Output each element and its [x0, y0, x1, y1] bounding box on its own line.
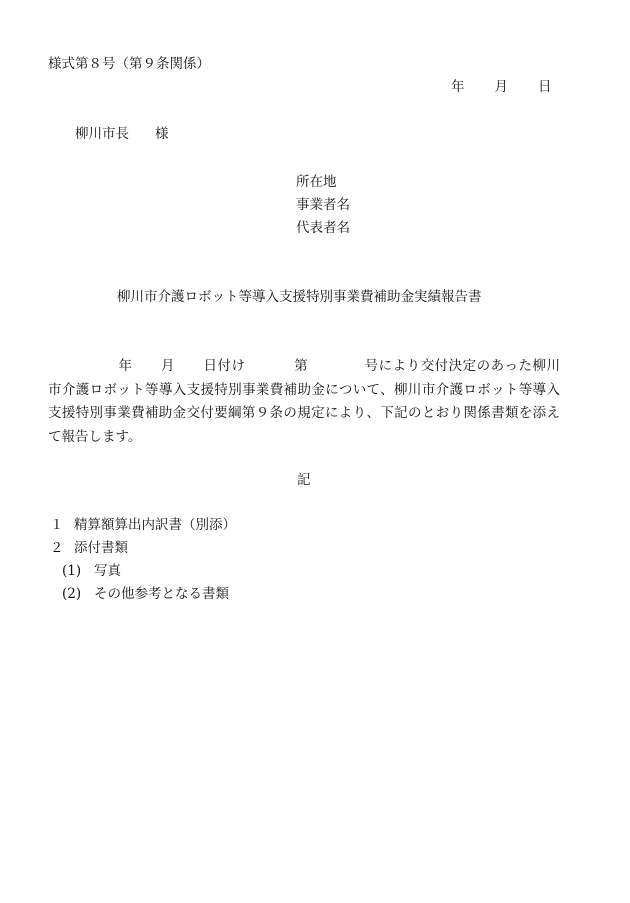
- date-day-label: 日: [538, 79, 552, 95]
- sender-address-label: 所在地: [296, 174, 337, 190]
- subitem-number: (1): [62, 563, 82, 579]
- item-label: 精算額算出内訳書（別添）: [74, 517, 236, 533]
- addressee-name: 柳川市長: [75, 126, 129, 142]
- sub-list-item: [62, 588, 229, 602]
- addressee: [75, 128, 169, 142]
- item-number: ２: [50, 540, 64, 556]
- subitem-number: (2): [62, 586, 82, 602]
- item-label: 添付書類: [74, 540, 128, 556]
- body-text: 号により交付決定のあった柳川市介護ロボット等導入支援特別事業費補助金について、柳川市介護ロボット等導入支援特別事業費補助金交付要綱第９条の規定により、下記のとおり関係書類を添えて報告します。: [48, 358, 561, 445]
- form-number: 様式第８号（第９条関係）: [48, 56, 210, 72]
- addressee-honorific: 様: [155, 126, 169, 142]
- subitem-label: その他参考となる書類: [94, 586, 229, 602]
- body-month: 月: [160, 358, 176, 374]
- ki-heading: 記: [297, 472, 311, 488]
- body-paragraph: [48, 355, 560, 449]
- date-line: [451, 81, 552, 95]
- subitem-label: 写真: [94, 563, 121, 579]
- date-year-label: 年: [451, 79, 465, 95]
- document-title: 柳川市介護ロボット等導入支援特別事業費補助金実績報告書: [117, 289, 482, 305]
- sender-representative-label: 代表者名: [296, 220, 350, 236]
- body-dated: 日付け: [203, 358, 246, 374]
- date-month-label: 月: [494, 79, 508, 95]
- sub-list-item: [62, 565, 121, 579]
- body-dai: 第: [293, 358, 309, 374]
- sender-company-label: 事業者名: [296, 197, 350, 213]
- item-number: １: [50, 517, 64, 533]
- body-year: 年: [118, 358, 133, 374]
- list-item: [50, 542, 128, 556]
- list-item: [50, 519, 236, 533]
